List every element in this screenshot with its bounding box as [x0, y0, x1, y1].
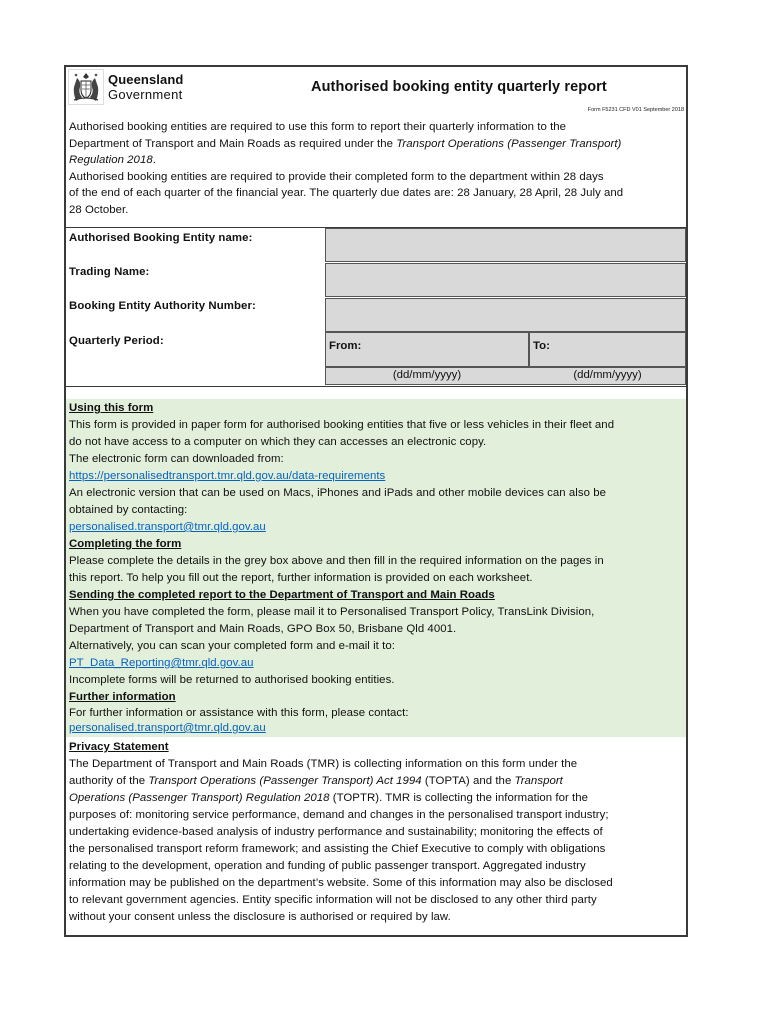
form-title: Authorised booking entity quarterly report — [311, 79, 607, 95]
further-information-heading: Further information — [69, 691, 176, 703]
intro-text — [69, 119, 685, 219]
privacy-text: undertaking evidence-based analysis of industry performance and sustainability; monitoring the effects of — [69, 826, 603, 838]
intro-line: Authorised booking entities are required to provide their completed form to the department within 28 days — [69, 170, 604, 183]
privacy-text: purposes of: monitoring service performance, demand and changes in the personalised transport industry; — [69, 809, 609, 821]
legislation-name: Operations (Passenger Transport) Regulation 2018 — [69, 792, 330, 804]
form-code: Form F5231 CFD V01 September 2018 — [587, 107, 684, 113]
info-text: Department of Transport and Main Roads, GPO Box 50, Brisbane Qld 4001. — [69, 623, 457, 635]
quarterly-period-label: Quarterly Period: — [69, 335, 164, 347]
legislation-name: Transport — [514, 775, 563, 787]
authority-number-label: Booking Entity Authority Number: — [69, 300, 256, 312]
info-text: When you have completed the form, please mail it to Personalised Transport Policy, TransLink Division, — [69, 606, 595, 618]
privacy-text: information may be published on the department’s website. Some of this information may also be disclosed — [69, 877, 613, 889]
to-date-format: (dd/mm/yyyy) — [573, 369, 642, 381]
queensland-government-logo — [68, 69, 198, 105]
entity-name-field[interactable] — [325, 228, 686, 262]
info-text: Incomplete forms will be returned to authorised booking entities. — [69, 674, 395, 686]
intro-line: 28 October. — [69, 203, 129, 216]
period-from-field[interactable] — [325, 332, 529, 367]
intro-line: Department of Transport and Main Roads as required under the Transport Operations (Passenger Transport) — [69, 137, 622, 150]
logo-text-queensland: Queensland — [108, 72, 184, 87]
intro-line: Regulation 2018. — [69, 154, 156, 167]
info-text: This form is provided in paper form for authorised booking entities that five or less vehicles in their fleet and — [69, 419, 615, 431]
intro-line: Authorised booking entities are required to use this form to report their quarterly information to the — [69, 121, 567, 133]
from-date-format: (dd/mm/yyyy) — [392, 369, 462, 381]
completing-form-heading: Completing the form — [69, 538, 182, 550]
info-text: this report. To help you fill out the report, further information is provided on each worksheet. — [69, 572, 533, 584]
data-reporting-email-link[interactable]: PT_Data_Reporting@tmr.qld.gov.au — [69, 657, 254, 669]
info-text: For further information or assistance with this form, please contact: — [69, 707, 409, 719]
privacy-text: relating to the development, operation and funding of public passenger transport. Aggregated industry — [69, 860, 586, 872]
info-text: Please complete the details in the grey box above and then fill in the required information on the pages in — [69, 555, 604, 567]
using-form-heading: Using this form — [69, 402, 154, 414]
privacy-text: Operations (Passenger Transport) Regulation 2018 (TOPTR). TMR is collecting the information for the — [69, 792, 589, 804]
sending-report-heading: Sending the completed report to the Department of Transport and Main Roads — [69, 589, 495, 601]
coat-of-arms-icon — [68, 69, 104, 105]
info-text: Alternatively, you can scan your completed form and e-mail it to: — [69, 640, 395, 652]
form-header — [66, 67, 686, 117]
further-contact-email-link[interactable]: personalised.transport@tmr.qld.gov.au — [69, 722, 266, 734]
privacy-text: to relevant government agencies. Entity specific information will not be disclosed to any other third party — [69, 894, 597, 906]
requirements-link[interactable]: https://personalisedtransport.tmr.qld.gov.au/data-requirements — [69, 470, 386, 482]
legislation-name: Transport Operations (Passenger Transport) — [396, 137, 622, 150]
privacy-text: the personalised transport reform framework; and assisting the Chief Executive to comply with obligations — [69, 843, 606, 855]
from-label: From: — [329, 340, 362, 352]
form-page — [64, 65, 688, 937]
legislation-name: Transport Operations (Passenger Transport) Act 1994 — [148, 775, 422, 787]
privacy-heading: Privacy Statement — [69, 741, 169, 753]
legislation-name: Regulation 2018 — [69, 154, 153, 167]
period-to-field[interactable] — [529, 332, 686, 367]
privacy-text: The Department of Transport and Main Roads (TMR) is collecting information on this form under the — [69, 758, 578, 770]
info-text: do not have access to a computer on which they can accesses an electronic copy. — [69, 436, 487, 448]
entity-details-section — [66, 227, 686, 387]
instructions-section — [66, 399, 686, 737]
to-label: To: — [533, 340, 550, 352]
trading-name-label: Trading Name: — [69, 266, 150, 278]
info-text: An electronic version that can be used on Macs, iPhones and iPads and other mobile devices can also be — [69, 487, 606, 499]
privacy-text: without your consent unless the disclosure is authorised or required by law. — [69, 911, 451, 923]
info-text: The electronic form can downloaded from: — [69, 453, 284, 465]
privacy-text: authority of the Transport Operations (Passenger Transport) Act 1994 (TOPTA) and the Transport — [69, 775, 563, 787]
logo-text-government: Government — [108, 87, 183, 102]
contact-email-link[interactable]: personalised.transport@tmr.qld.gov.au — [69, 521, 266, 533]
intro-line: of the end of each quarter of the financial year. The quarterly due dates are: 28 January, 28 April, 28 July and — [69, 187, 624, 200]
entity-name-label: Authorised Booking Entity name: — [69, 232, 253, 244]
info-text: obtained by contacting: — [69, 504, 188, 516]
trading-name-field[interactable] — [325, 263, 686, 297]
authority-number-field[interactable] — [325, 298, 686, 332]
